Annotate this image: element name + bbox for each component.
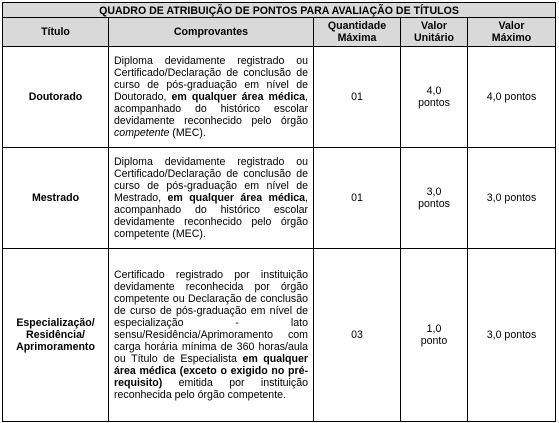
table-caption: QUADRO DE ATRIBUIÇÃO DE PONTOS PARA AVALIAÇÃO DE TÍTULOS bbox=[3, 3, 556, 18]
row-valor-maximo: 3,0 pontos bbox=[468, 249, 556, 422]
header-titulo: Título bbox=[3, 18, 109, 47]
row-description: Diploma devidamente registrado ou Certificado/Declaração de conclusão de curso de pós-graduação em nível de Doutorado, em qualquer área médica, acompanhado do histórico escolar devidamente reconhecido pelo órgão competente (MEC). bbox=[109, 47, 314, 148]
row-valor-unitario: 1,0 ponto bbox=[401, 249, 468, 422]
row-valor-maximo: 3,0 pontos bbox=[468, 148, 556, 249]
scoring-table bbox=[2, 2, 556, 422]
row-valor-unitario: 3,0 pontos bbox=[401, 148, 468, 249]
row-title: Mestrado bbox=[3, 148, 109, 249]
header-comprovantes: Comprovantes bbox=[109, 18, 314, 47]
header-valor-maximo: Valor Máximo bbox=[468, 18, 556, 47]
table-header-row bbox=[3, 18, 556, 47]
row-description: Diploma devidamente registrado ou Certificado/Declaração de conclusão de curso de pós-graduação em nível de Mestrado, em qualquer área médica, acompanhado do histórico escolar devidamente reconhecido pelo órgão competente (MEC). bbox=[109, 148, 314, 249]
header-quantidade: Quantidade Máxima bbox=[314, 18, 401, 47]
row-quantidade: 03 bbox=[314, 249, 401, 422]
table-row bbox=[3, 249, 556, 422]
row-quantidade: 01 bbox=[314, 148, 401, 249]
row-title: Especialização/ Residência/ Aprimoramento bbox=[3, 249, 109, 422]
row-title: Doutorado bbox=[3, 47, 109, 148]
table-row bbox=[3, 47, 556, 148]
row-description: Certificado registrado por instituição devidamente reconhecida por órgão competente ou Declaração de conclusão de curso de pós-graduação em nível de especialização - lato sensu/Residência/Aprimoramento com carga horária mínima de 360 horas/aula ou Título de Especialista em qualquer área médica (exceto o exigido no pré-requisito) emitida por instituição reconhecida pelo órgão competente. bbox=[109, 249, 314, 422]
table-row bbox=[3, 148, 556, 249]
row-quantidade: 01 bbox=[314, 47, 401, 148]
row-valor-maximo: 4,0 pontos bbox=[468, 47, 556, 148]
header-valor-unitario: Valor Unitário bbox=[401, 18, 468, 47]
table-caption-row bbox=[3, 3, 556, 18]
row-valor-unitario: 4,0 pontos bbox=[401, 47, 468, 148]
